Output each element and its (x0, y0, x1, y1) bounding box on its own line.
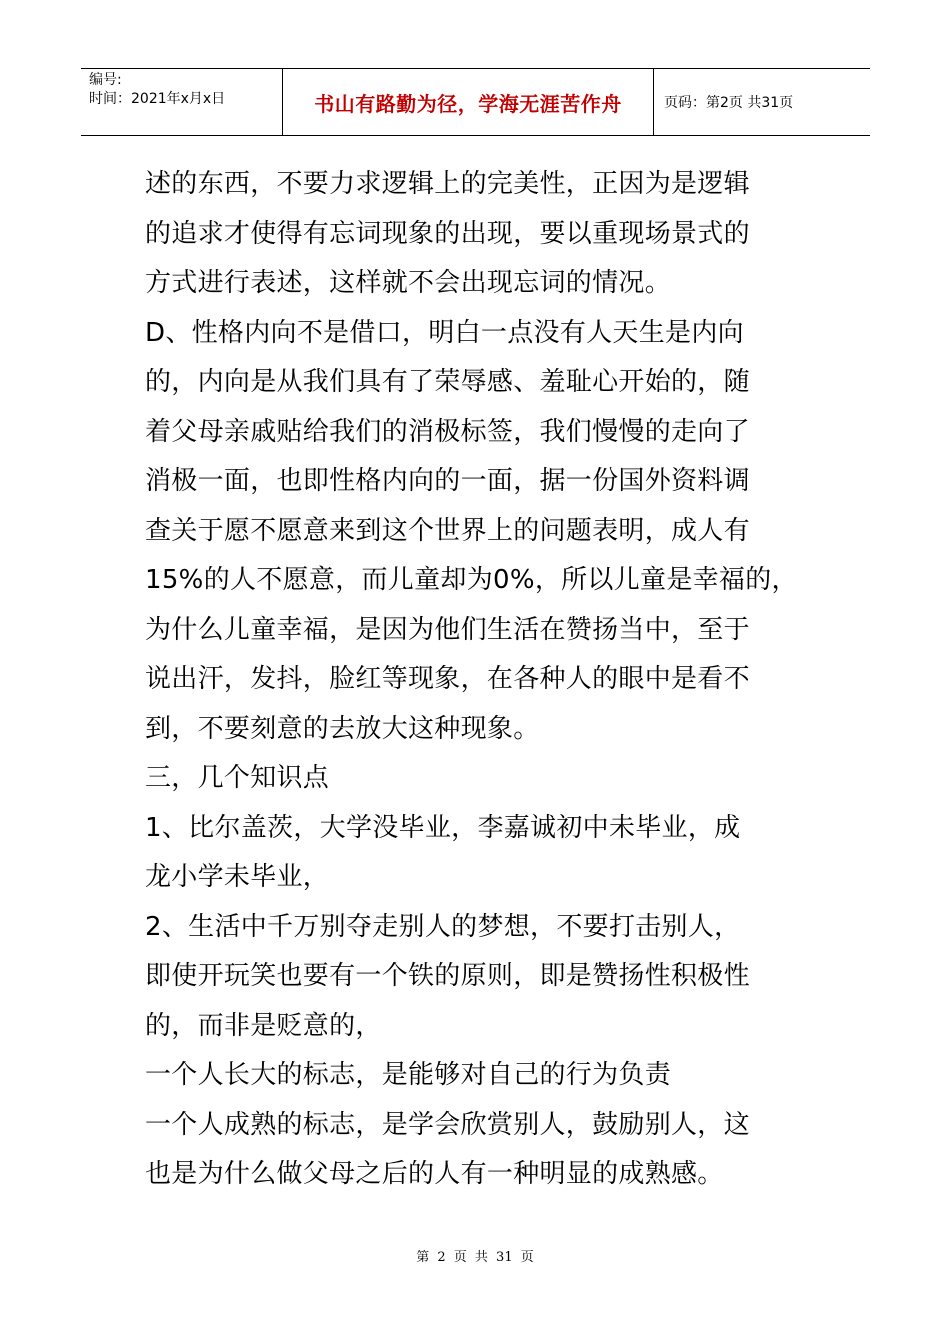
body-line: 的，内向是从我们具有了荣辱感、羞耻心开始的，随 (145, 367, 750, 397)
body-line: 的，而非是贬意的， (145, 1010, 382, 1041)
document-body (145, 160, 835, 1200)
header-info (81, 69, 283, 135)
body-line: 方式进行表述，这样就不会出现忘词的情况。 (145, 268, 672, 298)
document-number-label: 编号: (89, 72, 122, 88)
document-time-label: 时间：2021年x月x日 (89, 91, 226, 107)
body-line: 一个人成熟的标志，是学会欣赏别人，鼓励别人，这 (145, 1109, 750, 1140)
page-footer: 第 2 页 共 31 页 (416, 1250, 534, 1265)
body-line: 到，不要刻意的去放大这种现象。 (145, 713, 540, 744)
body-line: 一个人长大的标志，是能够对自己的行为负责 (145, 1060, 672, 1090)
body-line: D、性格内向不是借口，明白一点没有人天生是内向 (145, 317, 744, 348)
section-heading: 三，几个知识点 (145, 763, 330, 793)
body-line: 消极一面，也即性格内向的一面，据一份国外资料调 (145, 466, 750, 496)
body-line: 查关于愿不愿意来到这个世界上的问题表明，成人有 (145, 515, 750, 546)
header-motto: 书山有路勤为径，学海无涯苦作舟 (283, 69, 654, 135)
body-line: 即使开玩笑也要有一个铁的原则，即是赞扬性积极性 (145, 961, 750, 991)
body-line: 为什么儿童幸福，是因为他们生活在赞扬当中，至于 (145, 614, 750, 645)
body-line: 2、生活中千万别夺走别人的梦想，不要打击别人， (145, 911, 741, 942)
body-line: 述的东西，不要力求逻辑上的完美性，正因为是逻辑 (145, 169, 750, 199)
body-line: 龙小学未毕业， (145, 862, 330, 892)
body-line: 的追求才使得有忘词现象的出现，要以重现场景式的 (145, 218, 750, 249)
page-header (81, 68, 870, 136)
body-line: 1、比尔盖茨，大学没毕业，李嘉诚初中未毕业，成 (145, 812, 741, 843)
body-line: 着父母亲戚贴给我们的消极标签，我们慢慢的走向了 (145, 416, 750, 447)
header-page-number: 页码：第2页 共31页 (664, 95, 794, 111)
body-line: 说出汗，发抖，脸红等现象，在各种人的眼中是看不 (145, 664, 750, 694)
body-line: 15%的人不愿意，而儿童却为0%，所以儿童是幸福的， (145, 565, 798, 595)
body-line: 也是为什么做父母之后的人有一种明显的成熟感。 (145, 1159, 724, 1189)
